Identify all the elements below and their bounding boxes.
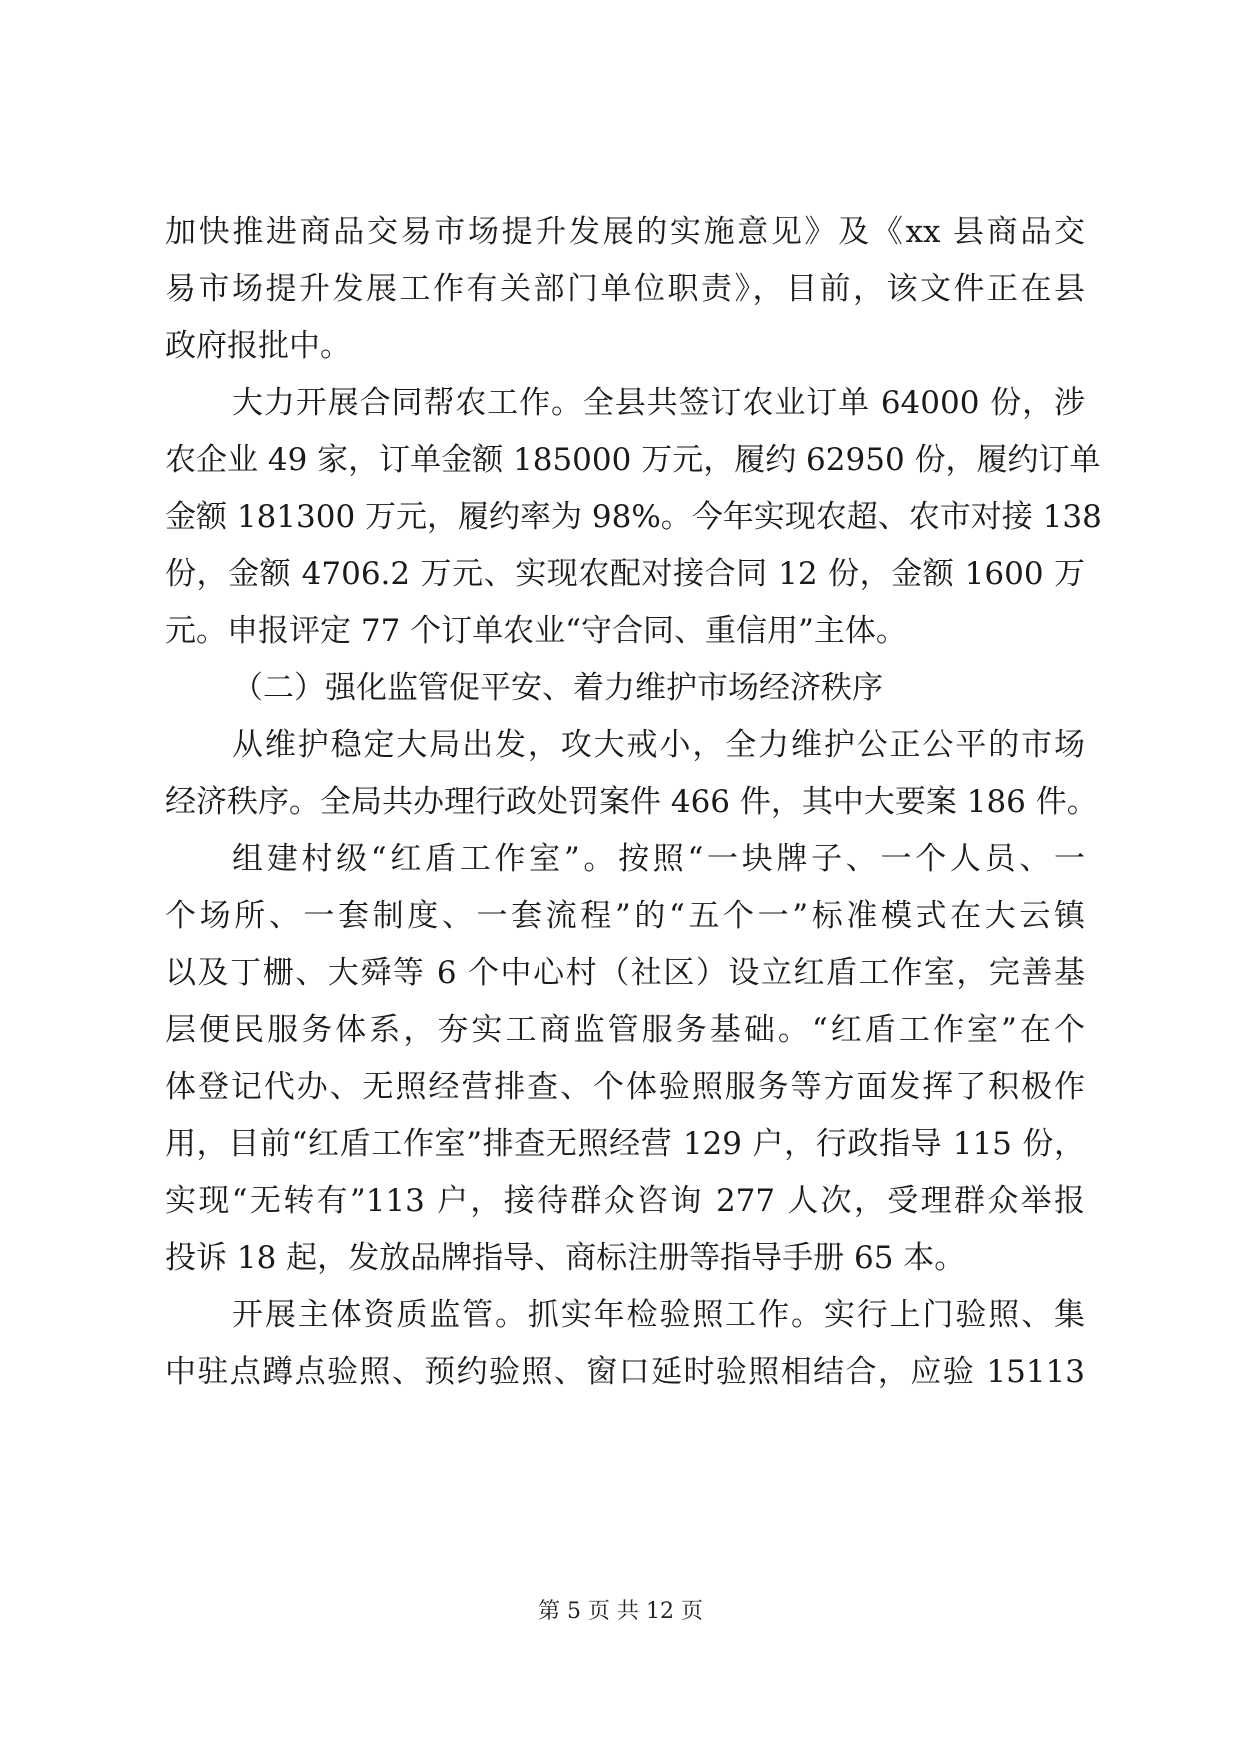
paragraph-line: 投诉 18 起，发放品牌指导、商标注册等指导手册 65 本。 xyxy=(165,1240,966,1276)
paragraph-line: 经济秩序。全局共办理行政处罚案件 466 件，其中大要案 186 件。 xyxy=(165,784,1098,820)
paragraph-line: 以及丁栅、大舜等 6 个中心村（社区）设立红盾工作室，完善基 xyxy=(165,955,1085,991)
paragraph-line: 元。申报评定 77 个订单农业“守合同、重信用”主体。 xyxy=(165,613,907,649)
paragraph-line: 农企业 49 家，订单金额 185000 万元，履约 62950 份，履约订单 xyxy=(165,442,1101,478)
paragraph-line: 实现“无转有”113 户，接待群众咨询 277 人次，受理群众举报 xyxy=(165,1183,1085,1219)
paragraph-line: 大力开展合同帮农工作。全县共签订农业订单 64000 份，涉 xyxy=(232,385,1085,421)
paragraph-line: 用，目前“红盾工作室”排查无照经营 129 户，行政指导 115 份， xyxy=(165,1126,1085,1162)
paragraph-line: 组建村级“红盾工作室”。按照“一块牌子、一个人员、一 xyxy=(232,841,1085,877)
paragraph-line: 中驻点蹲点验照、预约验照、窗口延时验照相结合，应验 15113 xyxy=(165,1354,1085,1390)
paragraph-line: 份，金额 4706.2 万元、实现农配对接合同 12 份，金额 1600 万 xyxy=(165,556,1085,592)
paragraph-line: 个场所、一套制度、一套流程”的“五个一”标准模式在大云镇 xyxy=(165,898,1085,934)
paragraph-line: 金额 181300 万元，履约率为 98%。今年实现农超、农市对接 138 xyxy=(165,499,1102,535)
page-number-footer: 第 5 页 共 12 页 xyxy=(538,1599,703,1624)
paragraph-line: 加快推进商品交易市场提升发展的实施意见》及《xx 县商品交 xyxy=(165,214,1085,250)
paragraph-line: 易市场提升发展工作有关部门单位职责》，目前，该文件正在县 xyxy=(165,271,1085,307)
paragraph-line: 政府报批中。 xyxy=(165,328,351,364)
paragraph-line: 层便民服务体系，夯实工商监管服务基础。“红盾工作室”在个 xyxy=(165,1012,1085,1048)
paragraph-line: 开展主体资质监管。抓实年检验照工作。实行上门验照、集 xyxy=(232,1297,1085,1333)
section-heading: （二）强化监管促平安、着力维护市场经济秩序 xyxy=(232,670,883,706)
paragraph-line: 从维护稳定大局出发，攻大戒小，全力维护公正公平的市场 xyxy=(232,727,1085,763)
paragraph-line: 体登记代办、无照经营排查、个体验照服务等方面发挥了积极作 xyxy=(165,1069,1085,1105)
